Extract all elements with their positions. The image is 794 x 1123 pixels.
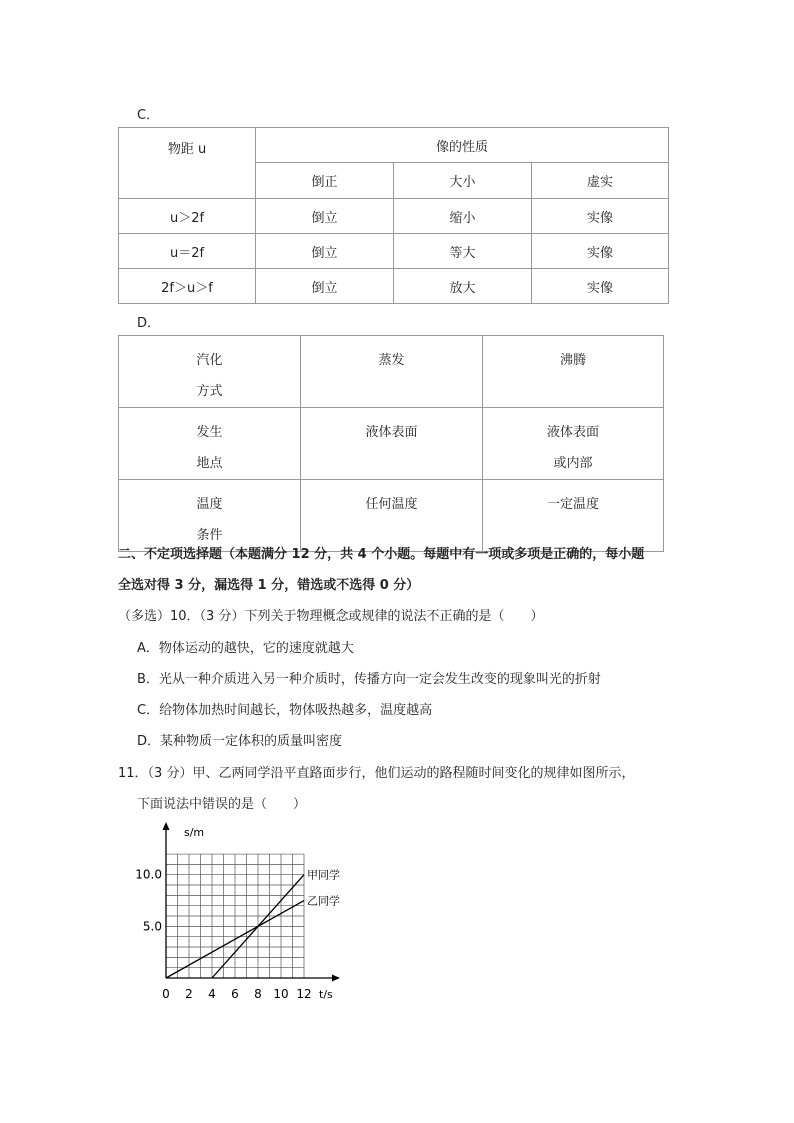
section-heading-line2: 全选对得 3 分，漏选得 1 分，错选或不选得 0 分） — [118, 578, 420, 593]
x-tick-label: 12 — [296, 987, 312, 1001]
table-cell: 实像 — [532, 269, 669, 304]
table-cell: 缩小 — [394, 199, 532, 234]
table-cell: 倒立 — [256, 234, 394, 269]
y-tick-label: 5.0 — [142, 919, 162, 934]
table-cell: 任何温度 — [301, 480, 483, 552]
chart-grid — [166, 854, 304, 978]
table-cell: 液体表面 或内部 — [483, 408, 664, 480]
q11-stem-line2: 下面说法中错误的是（ ） — [137, 797, 307, 812]
table-cell: 发生 地点 — [119, 408, 301, 480]
table-cell: 汽化 方式 — [119, 336, 301, 408]
subheader-size: 大小 — [394, 163, 532, 199]
q10-option-a: A．物体运动的越快，它的速度就越大 — [137, 641, 354, 656]
q10-option-d: D．某种物质一定体积的质量叫密度 — [137, 734, 343, 749]
q10-stem: （多选）10．（3 分）下列关于物理概念或规律的说法不正确的是（ ） — [118, 609, 544, 624]
table-cell: 沸腾 — [483, 336, 664, 408]
y-axis-arrow-icon — [163, 822, 170, 830]
table-cell: 倒立 — [256, 199, 394, 234]
table-cell: u＞2f — [119, 199, 256, 234]
legend-label: 甲同学 — [307, 868, 340, 882]
table-cell: 实像 — [532, 199, 669, 234]
table-cell: 倒立 — [256, 269, 394, 304]
table-cell: 等大 — [394, 234, 532, 269]
motion-graph — [120, 815, 360, 1005]
q10-option-c: C．给物体加热时间越长，物体吸热越多，温度越高 — [137, 703, 433, 718]
table-cell: 一定温度 — [483, 480, 664, 552]
header-image-nature: 像的性质 — [256, 128, 669, 163]
option-d-label: D． — [137, 316, 161, 331]
y-tick-label: 10.0 — [135, 867, 162, 882]
table-cell: 实像 — [532, 234, 669, 269]
table-row — [119, 199, 669, 234]
subheader-type: 虚实 — [532, 163, 669, 199]
q11-stem-line1: 11．（3 分）甲、乙两同学沿平直路面步行，他们运动的路程随时间变化的规律如图所示， — [118, 766, 635, 781]
table-row — [119, 336, 664, 408]
option-c-label: C． — [137, 108, 160, 123]
table-row — [119, 234, 669, 269]
x-tick-label: 10 — [273, 987, 289, 1001]
q10-option-b: B．光从一种介质进入另一种介质时，传播方向一定会发生改变的现象叫光的折射 — [137, 672, 601, 687]
chart-svg — [120, 815, 360, 1005]
section-heading-line1: 二、不定项选择题（本题满分 12 分，共 4 个小题。每题中有一项或多项是正确的，每小题 — [118, 547, 645, 562]
option-d-table — [118, 335, 664, 552]
header-distance: 物距 u — [119, 128, 256, 199]
x-axis-label: t/s — [319, 988, 333, 1001]
x-axis-arrow-icon — [332, 975, 340, 982]
table-row — [119, 480, 664, 552]
table-cell: 蒸发 — [301, 336, 483, 408]
x-tick-label: 2 — [185, 987, 193, 1001]
subheader-orientation: 倒正 — [256, 163, 394, 199]
table-cell: 2f＞u＞f — [119, 269, 256, 304]
y-axis-label: s/m — [184, 826, 205, 840]
table-cell: 放大 — [394, 269, 532, 304]
legend-label: 乙同学 — [307, 894, 340, 908]
x-tick-label: 4 — [208, 987, 216, 1001]
table-row — [119, 269, 669, 304]
option-c-table — [118, 127, 669, 304]
table-cell: 温度 条件 — [119, 480, 301, 552]
table-cell: 液体表面 — [301, 408, 483, 480]
x-tick-label: 8 — [254, 987, 262, 1001]
x-tick-label: 0 — [162, 987, 170, 1001]
x-tick-label: 6 — [231, 987, 239, 1001]
table-cell: u＝2f — [119, 234, 256, 269]
table-row — [119, 408, 664, 480]
